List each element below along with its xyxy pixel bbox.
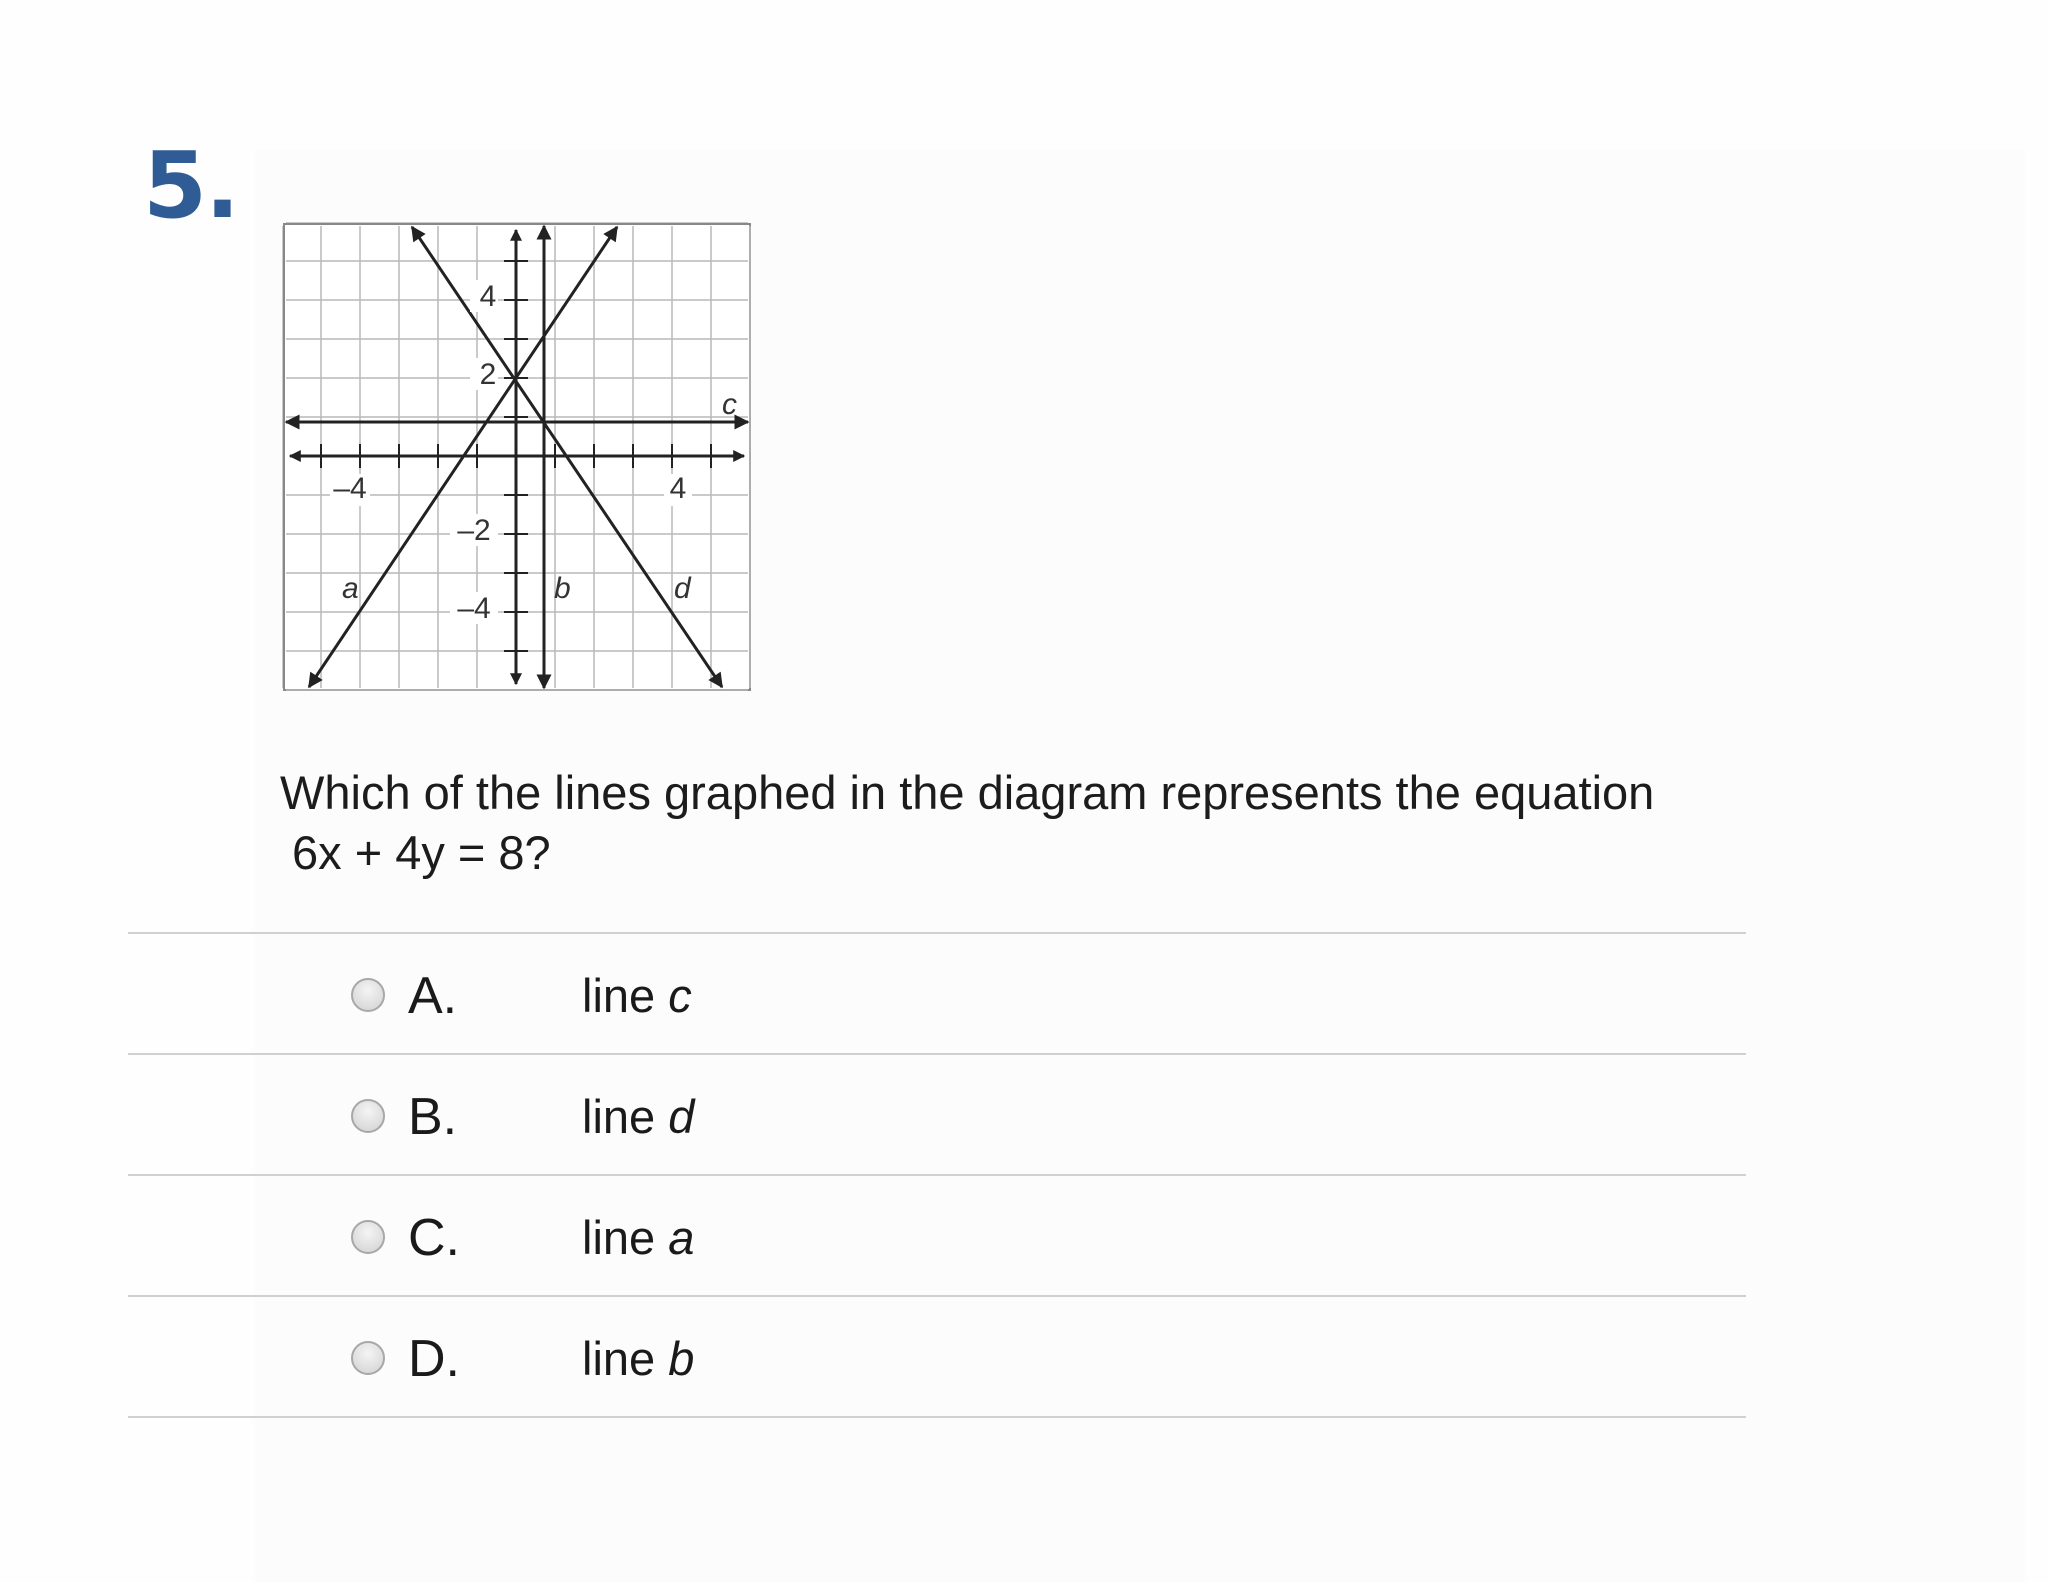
choice-letter: C. xyxy=(408,1209,460,1267)
choice-text xyxy=(582,1089,694,1144)
y-tick-label: –2 xyxy=(457,514,491,547)
x-tick-label: 4 xyxy=(669,472,687,505)
x-tick-label: –4 xyxy=(333,472,367,505)
choice-prefix: line xyxy=(582,1090,656,1143)
choice-text xyxy=(582,968,692,1023)
y-tick-label: 2 xyxy=(479,358,497,391)
choice-text xyxy=(582,1210,694,1265)
choice-letter: B. xyxy=(408,1088,458,1146)
radio-button[interactable] xyxy=(351,1341,385,1375)
choice-letter: D. xyxy=(408,1330,460,1388)
y-tick-label: 4 xyxy=(479,280,497,313)
line-label-c: c xyxy=(722,388,737,421)
line-label-b: b xyxy=(554,572,571,605)
choice-prefix: line xyxy=(582,969,656,1022)
radio-button[interactable] xyxy=(351,1099,385,1133)
question-equation: 6x + 4y = 8? xyxy=(292,826,551,879)
choice-d[interactable] xyxy=(128,1297,1746,1418)
question-text xyxy=(280,763,1780,883)
choice-prefix: line xyxy=(582,1332,656,1385)
coordinate-graph xyxy=(282,222,752,692)
choice-var: b xyxy=(668,1332,695,1385)
question-number: 5. xyxy=(143,132,238,239)
choice-b[interactable] xyxy=(128,1055,1746,1176)
choice-var: d xyxy=(668,1090,695,1143)
choice-prefix: line xyxy=(582,1211,656,1264)
line-label-d: d xyxy=(674,572,691,605)
choice-var: c xyxy=(668,969,692,1022)
radio-button[interactable] xyxy=(351,978,385,1012)
radio-button[interactable] xyxy=(351,1220,385,1254)
choice-a[interactable] xyxy=(128,934,1746,1055)
line-label-a: a xyxy=(342,572,359,605)
choice-text xyxy=(582,1331,694,1386)
y-tick-label: –4 xyxy=(457,592,491,625)
question-prompt: Which of the lines graphed in the diagram represents the equation xyxy=(280,766,1655,819)
choice-c[interactable] xyxy=(128,1176,1746,1297)
choice-var: a xyxy=(668,1211,695,1264)
choice-letter: A. xyxy=(408,967,458,1025)
answer-choices xyxy=(128,932,1746,1418)
